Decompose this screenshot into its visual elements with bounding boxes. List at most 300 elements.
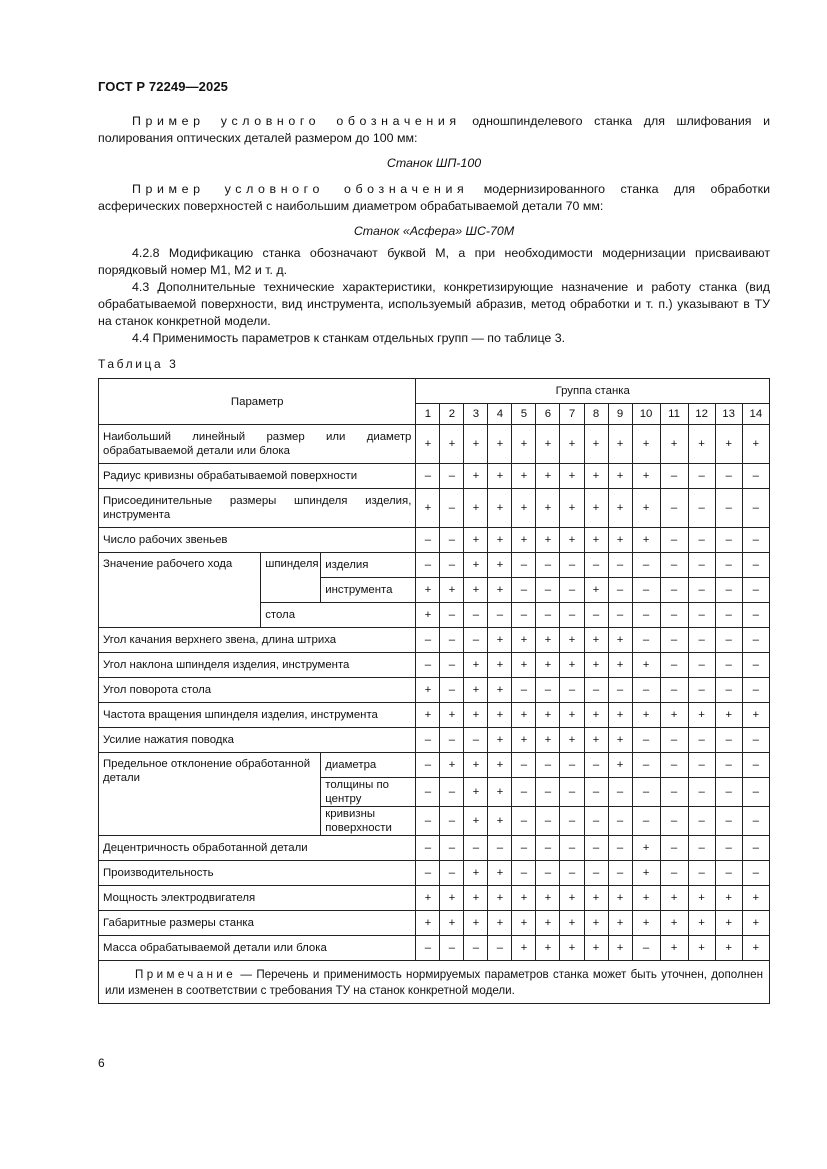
row-label: Габаритные размеры станка [99,911,416,936]
applicability-cell: + [715,425,742,464]
applicability-cell: + [688,425,715,464]
table-row [99,425,770,464]
applicability-cell: + [660,886,688,911]
applicability-cell: – [688,653,715,678]
applicability-cell: – [584,603,608,628]
applicability-cell: – [660,528,688,553]
applicability-cell: – [416,553,440,578]
applicability-cell: – [715,836,742,861]
table-row [99,464,770,489]
applicability-cell: – [742,678,769,703]
applicability-cell: + [488,489,512,528]
applicability-cell: – [715,553,742,578]
applicability-cell: – [416,464,440,489]
applicability-cell: – [560,753,584,778]
applicability-cell: + [464,753,488,778]
applicability-cell: – [742,528,769,553]
applicability-cell: – [440,628,464,653]
header-machine-group: Группа станка [416,379,770,404]
applicability-cell: – [440,807,464,836]
group-number: 14 [742,404,769,425]
applicability-cell: – [608,603,632,628]
row-label-deviation: Предельное отклонение обработанной детали [99,753,321,836]
applicability-cell: – [416,936,440,961]
applicability-cell: – [440,778,464,807]
applicability-cell: + [464,861,488,886]
applicability-cell: – [416,778,440,807]
table-row [99,678,770,703]
table-row [99,753,770,778]
table-row [99,886,770,911]
applicability-cell: – [464,836,488,861]
applicability-cell: + [440,753,464,778]
example-1-lead: Пример условного обозначения [132,114,461,128]
applicability-cell: + [632,653,660,678]
applicability-cell: – [560,603,584,628]
applicability-cell: – [464,728,488,753]
applicability-cell: – [715,778,742,807]
applicability-cell: – [742,778,769,807]
applicability-cell: – [512,678,536,703]
applicability-cell: + [416,489,440,528]
applicability-cell: + [440,425,464,464]
applicability-cell: + [464,703,488,728]
applicability-cell: – [560,578,584,603]
applicability-cell: – [440,836,464,861]
applicability-cell: – [416,836,440,861]
applicability-cell: – [660,628,688,653]
applicability-cell: – [715,603,742,628]
group-number: 13 [715,404,742,425]
applicability-cell: + [715,886,742,911]
applicability-cell: – [560,836,584,861]
applicability-cell: + [715,936,742,961]
applicability-cell: + [416,603,440,628]
group-number: 1 [416,404,440,425]
applicability-cell: – [742,489,769,528]
applicability-cell: – [742,628,769,653]
applicability-cell: – [632,807,660,836]
applicability-cell: + [742,936,769,961]
applicability-cell: + [440,703,464,728]
example-2-paragraph [98,181,770,215]
row-sublabel: изделия [321,553,416,578]
document-header: ГОСТ Р 72249—2025 [98,79,228,94]
applicability-cell: + [632,425,660,464]
applicability-cell: – [742,728,769,753]
applicability-cell: + [560,464,584,489]
table-row [99,836,770,861]
applicability-cell: + [742,703,769,728]
example-1-text: одношпинделевого станка для шлифования и полирования оптических деталей размером до 100 мм: [98,114,770,145]
applicability-cell: – [488,936,512,961]
applicability-cell: + [584,464,608,489]
applicability-cell: + [584,628,608,653]
applicability-cell: – [660,464,688,489]
applicability-cell: + [488,911,512,936]
table-row [99,728,770,753]
applicability-cell: – [584,753,608,778]
applicability-cell: – [416,653,440,678]
applicability-cell: + [488,678,512,703]
applicability-cell: – [536,836,560,861]
applicability-cell: – [688,678,715,703]
applicability-cell: + [512,728,536,753]
applicability-cell: – [440,936,464,961]
group-number: 5 [512,404,536,425]
applicability-cell: + [608,489,632,528]
applicability-cell: – [660,778,688,807]
table-row [99,936,770,961]
applicability-cell: – [512,861,536,886]
applicability-cell: + [488,578,512,603]
page-number: 6 [98,1056,105,1070]
row-sublabel: толщины по центру [321,778,416,807]
applicability-cell: + [536,489,560,528]
applicability-cell: + [464,464,488,489]
applicability-cell: + [560,528,584,553]
applicability-cell: – [584,553,608,578]
applicability-cell: + [584,425,608,464]
applicability-cell: – [688,753,715,778]
note-lead: Примечание [135,968,237,981]
applicability-cell: – [584,807,608,836]
applicability-cell: – [488,603,512,628]
applicability-cell: + [512,936,536,961]
applicability-cell: + [584,936,608,961]
applicability-cell: – [632,603,660,628]
applicability-cell: – [742,753,769,778]
applicability-cell: + [488,528,512,553]
applicability-cell: – [688,578,715,603]
applicability-cell: – [416,728,440,753]
applicability-cell: – [536,807,560,836]
applicability-cell: + [608,753,632,778]
applicability-cell: + [660,425,688,464]
applicability-cell: – [660,603,688,628]
applicability-cell: – [608,678,632,703]
applicability-cell: – [660,553,688,578]
row-sublabel: диаметра [321,753,416,778]
clause-4-2-8: 4.2.8 Модификацию станка обозначают буквой М, а при необходимости модернизации присваивают порядковый номер М1, М2 и т. д. [98,246,770,277]
applicability-cell: – [608,836,632,861]
applicability-cell: – [512,553,536,578]
applicability-cell: + [632,489,660,528]
row-label: Угол наклона шпинделя изделия, инструмента [99,653,416,678]
applicability-cell: – [742,553,769,578]
applicability-cell: – [688,603,715,628]
applicability-cell: + [560,653,584,678]
applicability-cell: + [416,703,440,728]
row-label: Угол качания верхнего звена, длина штриха [99,628,416,653]
applicability-cell: + [464,489,488,528]
applicability-cell: – [584,836,608,861]
applicability-cell: – [464,603,488,628]
applicability-cell: + [608,653,632,678]
applicability-cell: + [632,886,660,911]
applicability-cell: – [608,778,632,807]
applicability-cell: – [742,653,769,678]
applicability-cell: + [512,464,536,489]
applicability-cell: + [632,836,660,861]
group-number: 2 [440,404,464,425]
applicability-cell: – [660,807,688,836]
table-note [99,961,770,1004]
applicability-cell: + [608,911,632,936]
applicability-cell: + [536,936,560,961]
applicability-cell: – [742,603,769,628]
applicability-cell: – [560,678,584,703]
applicability-cell: + [560,936,584,961]
applicability-cell: + [584,703,608,728]
applicability-cell: – [608,578,632,603]
table-row [99,653,770,678]
group-number: 10 [632,404,660,425]
applicability-cell: – [742,464,769,489]
applicability-cell: – [688,778,715,807]
example-2-text: модернизированного станка для обработки асферических поверхностей с наибольшим диаметром обрабатываемой детали 70 мм: [98,182,771,213]
applicability-cell: – [688,807,715,836]
applicability-cell: + [560,489,584,528]
applicability-cell: + [632,911,660,936]
applicability-cell: + [464,778,488,807]
applicability-cell: + [488,464,512,489]
group-number: 8 [584,404,608,425]
applicability-cell: – [512,807,536,836]
applicability-cell: – [742,836,769,861]
applicability-cell: + [632,861,660,886]
group-number: 9 [608,404,632,425]
applicability-cell: – [560,807,584,836]
applicability-cell: + [464,425,488,464]
applicability-cell: + [608,425,632,464]
applicability-cell: + [440,578,464,603]
applicability-cell: + [584,728,608,753]
applicability-cell: – [464,628,488,653]
applicability-cell: + [536,628,560,653]
applicability-cell: – [512,836,536,861]
applicability-cell: – [715,528,742,553]
table-3 [98,378,770,1004]
applicability-cell: – [632,628,660,653]
applicability-cell: – [632,936,660,961]
applicability-cell: – [715,653,742,678]
applicability-cell: – [660,489,688,528]
applicability-cell: – [512,778,536,807]
applicability-cell: + [608,886,632,911]
row-sublabel: кривизны поверхности [321,807,416,836]
applicability-cell: – [632,753,660,778]
applicability-cell: – [608,553,632,578]
row-label: Частота вращения шпинделя изделия, инструмента [99,703,416,728]
applicability-cell: + [464,886,488,911]
applicability-cell: + [416,886,440,911]
applicability-cell: – [688,628,715,653]
applicability-cell: – [440,678,464,703]
applicability-cell: – [512,753,536,778]
applicability-cell: – [715,861,742,886]
applicability-cell: – [536,553,560,578]
applicability-cell: + [560,425,584,464]
applicability-cell: – [688,528,715,553]
applicability-cell: – [440,464,464,489]
applicability-cell: – [440,861,464,886]
applicability-cell: + [464,807,488,836]
applicability-cell: – [560,553,584,578]
applicability-cell: + [512,489,536,528]
applicability-cell: + [512,425,536,464]
applicability-cell: + [488,753,512,778]
table-row [99,703,770,728]
applicability-cell: – [660,861,688,886]
applicability-cell: – [688,464,715,489]
applicability-cell: + [608,628,632,653]
row-label: Масса обрабатываемой детали или блока [99,936,416,961]
applicability-cell: + [560,703,584,728]
applicability-cell: – [632,678,660,703]
applicability-cell: – [660,836,688,861]
group-number: 11 [660,404,688,425]
applicability-cell: – [440,653,464,678]
applicability-cell: + [512,528,536,553]
applicability-cell: – [688,861,715,886]
applicability-cell: – [608,861,632,886]
applicability-cell: + [536,464,560,489]
applicability-cell: – [660,678,688,703]
applicability-cell: + [488,553,512,578]
applicability-cell: + [416,578,440,603]
applicability-cell: + [608,464,632,489]
applicability-cell: + [688,911,715,936]
example-1-paragraph [98,113,770,147]
applicability-cell: + [488,628,512,653]
applicability-cell: + [536,728,560,753]
applicability-cell: + [416,425,440,464]
applicability-cell: + [536,425,560,464]
applicability-cell: + [632,528,660,553]
clause-4-4: 4.4 Применимость параметров к станкам отдельных групп — по таблице 3. [132,331,566,345]
applicability-cell: + [536,886,560,911]
clause-4-3: 4.3 Дополнительные технические характеристики, конкретизирующие назначение и работу станка (вид обрабатываемой поверхности, вид инструмента, используемый абразив, метод обработки и т. п.) указывают в ТУ на станок конкретной модели. [98,280,770,328]
applicability-cell: – [715,753,742,778]
applicability-cell: – [608,807,632,836]
applicability-cell: – [440,528,464,553]
applicability-cell: – [536,678,560,703]
applicability-cell: + [560,728,584,753]
applicability-cell: + [488,703,512,728]
applicability-cell: + [632,703,660,728]
applicability-cell: + [608,728,632,753]
applicability-cell: – [688,553,715,578]
example-1-designation: Станок ШП-100 [386,156,482,170]
applicability-cell: + [512,703,536,728]
group-number: 3 [464,404,488,425]
applicability-cell: – [536,778,560,807]
table-row [99,861,770,886]
applicability-cell: – [715,578,742,603]
applicability-cell: + [584,489,608,528]
applicability-cell: + [608,528,632,553]
applicability-cell: + [464,911,488,936]
applicability-cell: + [660,703,688,728]
applicability-cell: – [536,861,560,886]
applicability-cell: + [536,653,560,678]
group-number: 6 [536,404,560,425]
applicability-cell: – [715,678,742,703]
example-2-lead: Пример условного обозначения [132,182,469,196]
applicability-cell: + [464,553,488,578]
applicability-cell: – [742,578,769,603]
applicability-cell: + [464,578,488,603]
group-number: 4 [488,404,512,425]
row-label: Радиус кривизны обрабатываемой поверхности [99,464,416,489]
applicability-cell: – [440,553,464,578]
applicability-cell: + [660,911,688,936]
applicability-cell: + [536,911,560,936]
applicability-cell: + [715,911,742,936]
table-row [99,553,770,578]
applicability-cell: – [512,603,536,628]
applicability-cell: – [715,728,742,753]
example-2-designation: Станок «Асфера» ШС-70М [353,224,515,238]
applicability-cell: – [742,807,769,836]
applicability-cell: + [688,703,715,728]
applicability-cell: – [464,936,488,961]
applicability-cell: + [742,886,769,911]
applicability-cell: + [440,911,464,936]
applicability-cell: – [688,728,715,753]
applicability-cell: – [660,653,688,678]
row-sublabel: инструмента [321,578,416,603]
applicability-cell: + [464,653,488,678]
applicability-cell: – [660,578,688,603]
applicability-cell: – [560,778,584,807]
applicability-cell: – [632,578,660,603]
applicability-cell: + [560,911,584,936]
applicability-cell: – [440,489,464,528]
applicability-cell: – [536,603,560,628]
applicability-cell: + [464,678,488,703]
applicability-cell: – [416,807,440,836]
table-note-row [99,961,770,1004]
row-label: Наибольший линейный размер или диаметр обрабатываемой детали или блока [99,425,416,464]
applicability-cell: + [608,703,632,728]
applicability-cell: + [488,425,512,464]
row-label: Децентричность обработанной детали [99,836,416,861]
applicability-cell: + [584,653,608,678]
applicability-cell: + [584,911,608,936]
applicability-cell: + [536,528,560,553]
applicability-cell: – [688,489,715,528]
group-number: 12 [688,404,715,425]
table-row [99,528,770,553]
row-label: Число рабочих звеньев [99,528,416,553]
row-label: Мощность электродвигателя [99,886,416,911]
applicability-cell: + [488,778,512,807]
applicability-cell: – [416,528,440,553]
applicability-cell: – [416,628,440,653]
row-label-stroke: Значение рабочего хода [99,553,261,628]
applicability-cell: + [584,578,608,603]
applicability-cell: – [536,578,560,603]
applicability-cell: – [416,753,440,778]
row-sublabel: стола [261,603,416,628]
applicability-cell: + [560,886,584,911]
applicability-cell: – [440,603,464,628]
applicability-cell: – [660,753,688,778]
applicability-cell: – [584,861,608,886]
applicability-cell: + [512,653,536,678]
